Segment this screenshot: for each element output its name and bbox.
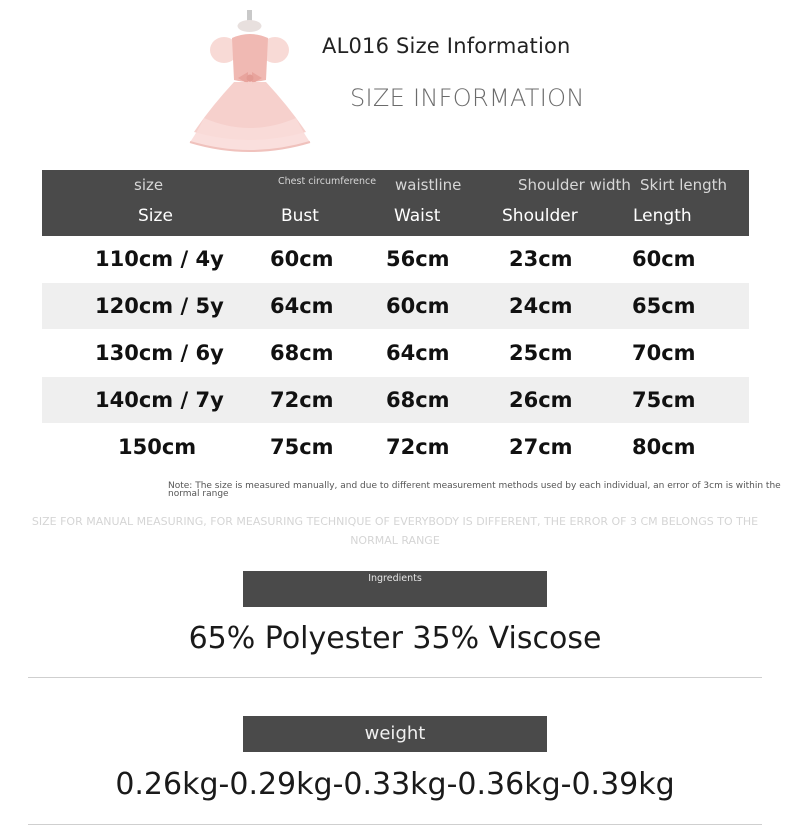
divider bbox=[28, 824, 762, 825]
cell-bust: 64cm bbox=[270, 294, 334, 318]
header-shoulder: Shoulder bbox=[502, 206, 578, 226]
cell-bust: 75cm bbox=[270, 435, 334, 459]
cell-length: 70cm bbox=[632, 341, 696, 365]
header-waist: Waist bbox=[394, 206, 441, 226]
header-waist-alt: waistline bbox=[395, 176, 462, 194]
table-row bbox=[42, 283, 749, 329]
weight-value: 0.26kg-0.29kg-0.33kg-0.36kg-0.39kg bbox=[115, 767, 675, 802]
cell-waist: 56cm bbox=[386, 247, 450, 271]
cell-bust: 68cm bbox=[270, 341, 334, 365]
cell-waist: 60cm bbox=[386, 294, 450, 318]
weight-label: weight bbox=[364, 723, 426, 744]
cell-shoulder: 23cm bbox=[509, 247, 573, 271]
dress-product-image bbox=[180, 8, 320, 158]
cell-shoulder: 25cm bbox=[509, 341, 573, 365]
header-shoulder-alt: Shoulder width bbox=[518, 176, 631, 194]
cell-length: 65cm bbox=[632, 294, 696, 318]
cell-waist: 68cm bbox=[386, 388, 450, 412]
cell-shoulder: 24cm bbox=[509, 294, 573, 318]
cell-length: 75cm bbox=[632, 388, 696, 412]
table-row bbox=[42, 330, 749, 376]
cell-waist: 72cm bbox=[386, 435, 450, 459]
cell-size: 150cm bbox=[118, 435, 197, 459]
cell-shoulder: 26cm bbox=[509, 388, 573, 412]
ingredients-value: 65% Polyester 35% Viscose bbox=[188, 621, 602, 656]
header-size: Size bbox=[138, 206, 173, 226]
cell-length: 80cm bbox=[632, 435, 696, 459]
cell-bust: 72cm bbox=[270, 388, 334, 412]
cell-size: 130cm / 6y bbox=[95, 341, 224, 365]
cell-size: 140cm / 7y bbox=[95, 388, 224, 412]
cell-length: 60cm bbox=[632, 247, 696, 271]
cell-size: 120cm / 5y bbox=[95, 294, 224, 318]
table-row bbox=[42, 377, 749, 423]
cell-waist: 64cm bbox=[386, 341, 450, 365]
header-bust-alt: Chest circumference bbox=[278, 176, 377, 187]
manual-measuring-note: SIZE FOR MANUAL MEASURING, FOR MEASURING TECHNIQUE OF EVERYBODY IS DIFFERENT, THE ERROR OF 3 CM BELONGS TO THE NORMAL RANGE bbox=[31, 515, 759, 547]
table-header bbox=[42, 170, 749, 236]
weight-label-bar bbox=[243, 716, 547, 752]
table-row bbox=[42, 236, 749, 282]
ingredients-label-bar bbox=[243, 571, 547, 607]
table-row bbox=[42, 424, 749, 470]
ingredients-label: Ingredients bbox=[368, 573, 422, 584]
page-subtitle: SIZE INFORMATION bbox=[350, 84, 585, 112]
divider bbox=[28, 677, 762, 678]
cell-size: 110cm / 4y bbox=[95, 247, 224, 271]
cell-shoulder: 27cm bbox=[509, 435, 573, 459]
header-length-alt: Skirt length bbox=[640, 176, 728, 194]
header-bust: Bust bbox=[281, 206, 319, 226]
header-size-alt: size bbox=[134, 176, 164, 194]
header-length: Length bbox=[633, 206, 692, 226]
page-title: AL016 Size Information bbox=[322, 34, 571, 58]
measurement-note: Note: The size is measured manually, and due to different measurement methods used by each individual, an error of 3cm is within the normal range bbox=[168, 481, 781, 499]
cell-bust: 60cm bbox=[270, 247, 334, 271]
